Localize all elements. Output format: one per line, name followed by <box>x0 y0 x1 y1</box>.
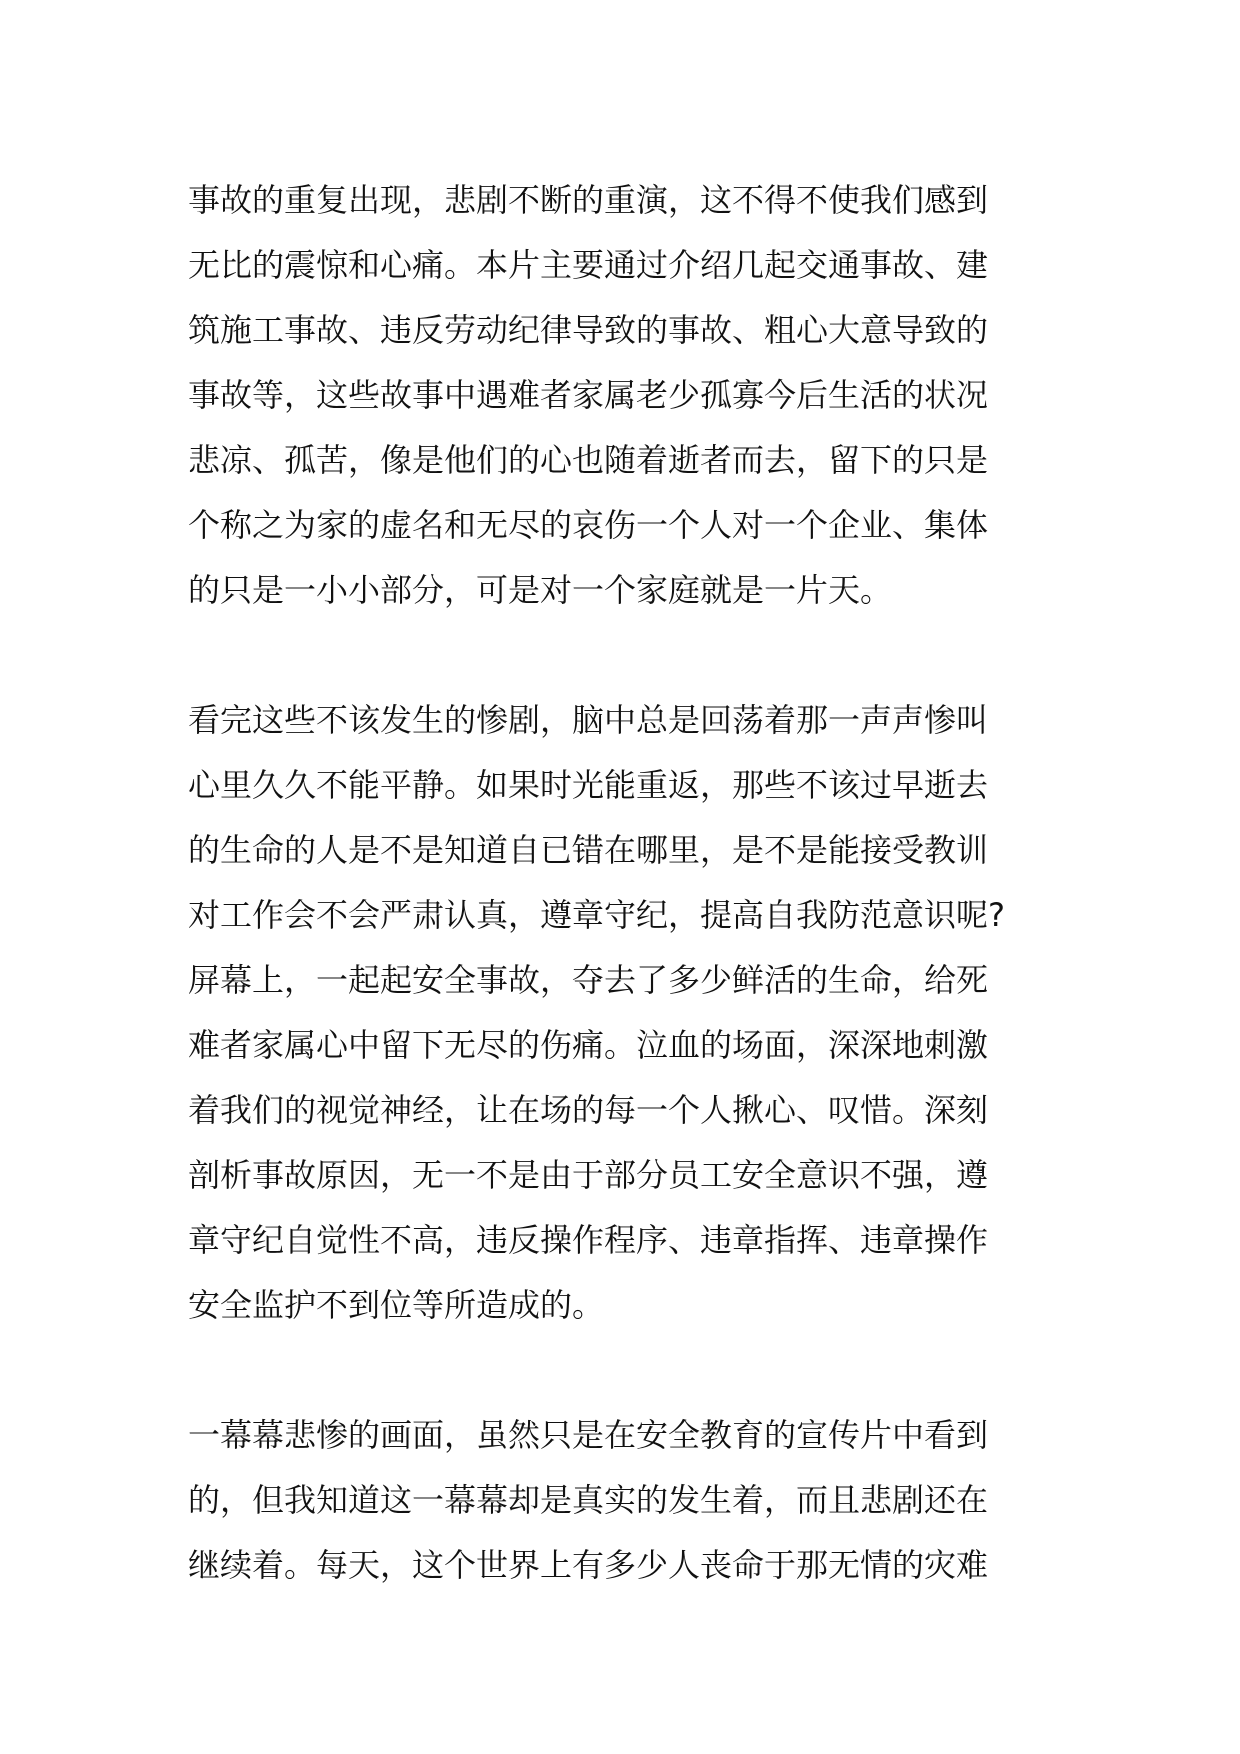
text-line: 筑施工事故、违反劳动纪律导致的事故、粗心大意导致的 <box>188 311 989 349</box>
text-line: 心里久久不能平静。如果时光能重返，那些不该过早逝去 <box>188 766 989 804</box>
paragraph-spacer <box>188 623 1068 688</box>
text-line: 章守纪自觉性不高，违反操作程序、违章指挥、违章操作 <box>188 1221 989 1259</box>
text-line: 剖析事故原因，无一不是由于部分员工安全意识不强，遵 <box>188 1156 989 1194</box>
text-line: 难者家属心中留下无尽的伤痛。泣血的场面，深深地刺激 <box>188 1026 989 1064</box>
paragraph-2 <box>188 688 1068 1338</box>
text-line: 个称之为家的虚名和无尽的哀伤一个人对一个企业、集体 <box>188 506 989 544</box>
text-line: 屏幕上，一起起安全事故，夺去了多少鲜活的生命，给死 <box>188 961 989 999</box>
text-line: 的只是一小小部分，可是对一个家庭就是一片天。 <box>188 571 893 609</box>
text-line: 着我们的视觉神经，让在场的每一个人揪心、叹惜。深刻 <box>188 1091 989 1129</box>
text-line: 安全监护不到位等所造成的。 <box>188 1286 605 1324</box>
paragraph-3 <box>188 1403 1068 1598</box>
text-line: 无比的震惊和心痛。本片主要通过介绍几起交通事故、建 <box>188 246 989 284</box>
text-line: 事故等，这些故事中遇难者家属老少孤寡今后生活的状况 <box>188 376 989 414</box>
document-body <box>188 168 1068 1598</box>
text-line: 看完这些不该发生的惨剧，脑中总是回荡着那一声声惨叫 <box>188 701 989 739</box>
text-line: 一幕幕悲惨的画面，虽然只是在安全教育的宣传片中看到 <box>188 1416 989 1454</box>
text-line: 对工作会不会严肃认真，遵章守纪，提高自我防范意识呢? <box>188 896 1005 934</box>
text-line: 悲凉、孤苦，像是他们的心也随着逝者而去，留下的只是 <box>188 441 989 479</box>
text-line: 继续着。每天，这个世界上有多少人丧命于那无情的灾难 <box>188 1546 989 1584</box>
paragraph-1 <box>188 168 1068 623</box>
text-line: 的生命的人是不是知道自已错在哪里，是不是能接受教训 <box>188 831 989 869</box>
text-line: 的，但我知道这一幕幕却是真实的发生着，而且悲剧还在 <box>188 1481 989 1519</box>
paragraph-spacer <box>188 1338 1068 1403</box>
text-line: 事故的重复出现，悲剧不断的重演，这不得不使我们感到 <box>188 181 989 219</box>
